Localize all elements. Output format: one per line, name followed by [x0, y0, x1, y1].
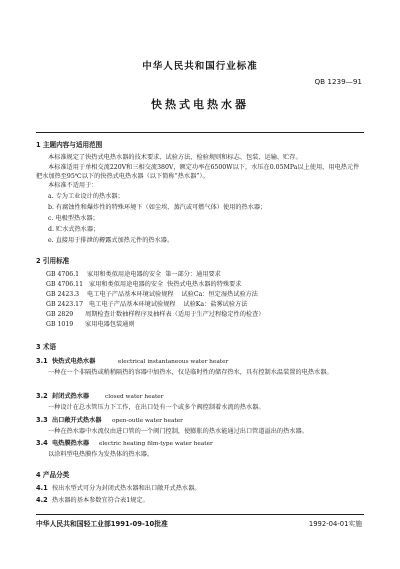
section-2-heading: 2 引用标准 [36, 257, 70, 265]
org-title: 中华人民共和国行业标准 [142, 61, 258, 72]
exclusion-item: a. 专为工业设计的热水器； [48, 193, 124, 200]
term-description: 以涂料型电热膜作为发热体的热水器。 [48, 451, 154, 458]
section-1-heading: 1 主题内容与适用范围 [36, 141, 103, 149]
standard-code: QB 1239—91 [314, 77, 362, 86]
term-title: 电热膜热水器 [52, 440, 90, 447]
clause-number: 4.1 [36, 484, 48, 492]
term-english: open-outle water heater [112, 418, 183, 424]
term-english: electric heating film-type water heater [99, 441, 213, 447]
section-4-heading: 4 产品分类 [36, 471, 70, 479]
term-number: 3.4 [36, 439, 48, 447]
reference-standard: GB 4706.1 家用和类似用途电器的安全 第一部分：通用要求 [46, 271, 221, 278]
document-title: 快热式电热水器 [151, 98, 249, 111]
section-1-para-1: 本标准规定了快热式电热水器的技术要求、试验方法、检验规则和标志、包装、运输、贮存。 [48, 154, 302, 161]
exclusion-item: d. 贮水式热水器； [48, 226, 100, 233]
reference-standard: GB 2829 周期检查计数抽样程序及抽样表（适用于生产过程稳定性的检查） [46, 311, 265, 318]
header-rule [36, 132, 364, 133]
term-title: 快热式电热水器 [52, 358, 96, 365]
exclusion-item: b. 有腐蚀性和爆炸性的特殊环境下（如尘埃、蒸汽或可燃气体）使用的热水器； [48, 204, 267, 211]
term-description: 一种在一个非隔热或稍稍隔热的容器中加热水，仅是临时性的储存热水，具有控制水温装置的电热水器。 [48, 369, 333, 376]
term-title: 封闭式热水器 [52, 393, 90, 400]
exclusion-item: e. 直接用于排泄的褥露式加热元件的热水器。 [48, 237, 174, 244]
reference-standard: GB 4706.11 家用和类似用途电器的安全 快热式电热水器的特殊要求 [46, 281, 242, 288]
term-description: 一种在热水器中水流仅由进口管的一个阀门控制，使膨胀的热水能通过出口管道溢出的热水器。 [48, 428, 308, 435]
clause-number: 4.2 [36, 496, 48, 504]
section-3-heading: 3 术语 [36, 343, 57, 351]
reference-standard: GB 1019 家用电器包装通则 [46, 321, 135, 328]
footer-rule [36, 514, 364, 515]
term-english: electrical instantaneous water heater [118, 359, 229, 365]
term-title: 出口敞开式热水器 [52, 417, 102, 424]
reference-standard: GB 2423.17 电工电子产品基本环境试验规程 试验Ka：盐雾试验方法 [46, 301, 248, 308]
section-1-para-2: 本标准适用于单相交流220V和三相交流380V，额定功率在6500W以下，水压在0.05MPa以上使用，用电热元件把水加热至95℃以下的快热式电热水器（以下简称“热水器”）。 [36, 164, 360, 180]
exclusion-item: c. 电极型热水器； [48, 215, 99, 222]
clause-text: 热水器的基本参数宜符合表1规定。 [52, 497, 149, 504]
section-1-para-3: 本标准不适用于： [48, 182, 98, 189]
approval-note: 中华人民共和国轻工业部1991-09-10批准 [36, 520, 168, 528]
clause-text: 按出水型式可分为封闭式热水器和出口敞开式热水器。 [52, 485, 201, 492]
term-description: 一种设计在总水管压力下工作，在出口处有一个或多个阀控制着水流的热水器。 [48, 404, 265, 411]
term-number: 3.2 [36, 392, 48, 400]
term-number: 3.3 [36, 416, 48, 424]
effective-date: 1992-04-01实施 [308, 520, 362, 528]
reference-standard: GB 2423.3 电工电子产品基本环境试验规程 试验Ca：恒定湿热试验方法 [46, 291, 258, 298]
term-number: 3.1 [36, 357, 48, 365]
term-english: closed water heater [105, 394, 164, 400]
